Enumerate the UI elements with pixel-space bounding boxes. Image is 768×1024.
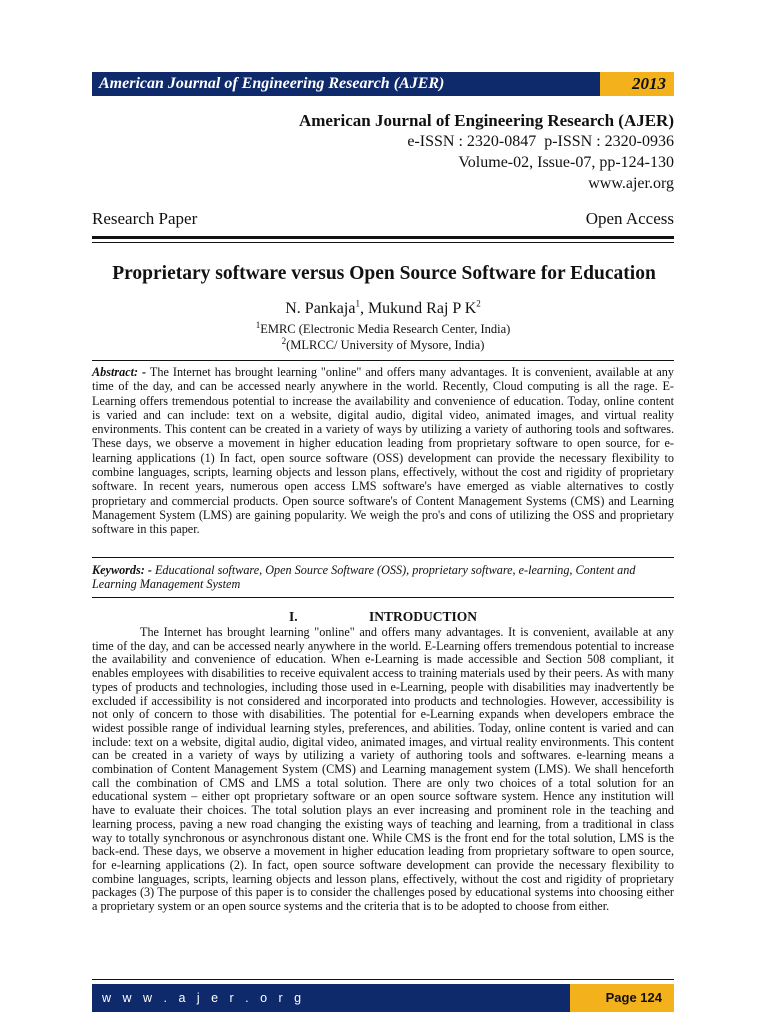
author-2: Mukund Raj P K bbox=[367, 300, 477, 317]
abstract bbox=[92, 365, 674, 537]
access-type-label: Open Access bbox=[585, 209, 674, 228]
author-2-sup: 2 bbox=[476, 298, 481, 309]
journal-header-bar bbox=[92, 72, 674, 96]
meta-issn: e-ISSN : 2320-0847 p-ISSN : 2320-0936 bbox=[407, 133, 674, 150]
keywords-text: Educational software, Open Source Software (OSS), proprietary software, e-learning, Content and Learning Management System bbox=[92, 563, 636, 592]
section-number: I. bbox=[288, 609, 298, 624]
affiliation-1 bbox=[92, 319, 674, 337]
journal-meta bbox=[299, 110, 674, 194]
abstract-top-rule bbox=[92, 360, 674, 361]
authors bbox=[92, 300, 674, 318]
affiliation-1-text: EMRC (Electronic Media Research Center, India) bbox=[260, 322, 511, 336]
introduction-body: The Internet has brought learning "online" and offers many advantages. It is convenient, available at any time of the day, and can be accessed nearly anywhere in the world. E-Learning offers tremendous potential to increase the availability and convenience of education. When e-Learning is made accessible and Section 508 compliant, it enables employees with disabilities to receive equivalent access to training materials used by their peers. As with many types of products and technologies, including those used in e-Learning, people with disabilities may inadvertently be excluded if accessibility is not considered and incorporated into products and technologies. However, accessibility is not only of concern to those with disabilities. The potential for e-Learning expands when developers embrace the widest possible range of individual learning styles, preferences, and abilities. Today, online content is varied and can include: text on a website, digital audio, digital video, animated images, and virtual reality environments. This content can be created in a variety of ways by utilizing a variety of authoring tools and softwares. e-learning means a combination of Content Management System (CMS) and Learning management system (LMS). We shall henceforth call the combination of CMS and LMS a total solution. There are only two choices of a total solution for an educational system – either opt proprietary software or an open source software system. Hence any institution will have to evaluate their choices. The total solution plays an ever increasing and prominent role in the teaching and learning process, paving a new road changing the existing ways of teaching and learning, from a traditional in class way to totally synchronous or asynchronous distant one. While CMS is the front end for the total solution, LMS is the back-end. These days, we observe a movement in higher education leading from proprietary software to open source, for e-learning applications (2). In fact, open source software development can provide the necessary flexibility to combine languages, scripts, learning objects and lesson plans, effectively, without the cost and rigidity of proprietary packages (3) The purpose of this paper is to consider the challenges posed by educational systems into choosing either a proprietary system or an open source systems and the criteria that is to be adopted to choose from either. bbox=[92, 625, 674, 914]
section-heading bbox=[92, 609, 674, 625]
header-journal-name: American Journal of Engineering Research (AJER) bbox=[92, 72, 600, 96]
meta-url[interactable]: www.ajer.org bbox=[588, 175, 674, 192]
footer-page-number: Page 124 bbox=[570, 984, 674, 1012]
affiliation-1-sup: 1 bbox=[255, 319, 261, 330]
footer-bar bbox=[92, 984, 674, 1012]
divider-thick bbox=[92, 236, 674, 239]
affiliation-2-text: (MLRCC/ University of Mysore, India) bbox=[286, 338, 485, 352]
abstract-text: The Internet has brought learning "online" and offers many advantages. It is convenient, available at any time of the day, and can be accessed nearly anywhere in the world. Recently, Cloud computing is all the rage. E-Learning offers tremendous potential to increase the availability and convenience of education. Today, online content is varied and can include: text on a website, digital audio, digital video, animated images, and virtual reality environments. This content can be created in a variety of ways by utilizing a variety of authoring tools and softwares. These days, we observe a movement in higher education leading from proprietary software to open source, for e-learning applications (1) In fact, open source software (OSS) development can provide the necessary flexibility to combine languages, scripts, learning objects and lesson plans, effectively, without the cost and rigidity of proprietary software. In recent years, numerous open access LMS software's have emerged as viable alternatives to costly proprietary and commercial products. Open source software's of Content Management Systems (CMS) and Learning Management System (LMS) are gaining popularity. We weigh the pro's and cons of utilizing the OSS and proprietary software in this paper. bbox=[92, 365, 674, 537]
divider-thin bbox=[92, 242, 674, 243]
author-1: N. Pankaja bbox=[285, 300, 356, 317]
author-separator: , bbox=[359, 300, 368, 317]
header-year: 2013 bbox=[600, 72, 674, 96]
affiliation-2-sup: 2 bbox=[281, 335, 287, 346]
keywords-bottom-rule bbox=[92, 597, 674, 598]
section-title: INTRODUCTION bbox=[368, 609, 477, 624]
footer-rule bbox=[92, 979, 674, 980]
abstract-label: Abstract: - bbox=[92, 365, 147, 379]
author-1-sup: 1 bbox=[355, 298, 360, 309]
footer-site-link[interactable]: w w w . a j e r . o r g bbox=[92, 984, 570, 1012]
affiliation-2 bbox=[92, 335, 674, 353]
meta-volume: Volume-02, Issue-07, pp-124-130 bbox=[458, 154, 674, 171]
paper-type-row bbox=[92, 208, 674, 230]
keywords-label: Keywords: - bbox=[92, 563, 152, 577]
keywords bbox=[92, 563, 674, 592]
meta-journal-title: American Journal of Engineering Research (AJER) bbox=[298, 111, 674, 130]
paper-type-label: Research Paper bbox=[92, 209, 198, 228]
abstract-bottom-rule bbox=[92, 557, 674, 558]
paper-title: Proprietary software versus Open Source Software for Education bbox=[112, 263, 656, 284]
